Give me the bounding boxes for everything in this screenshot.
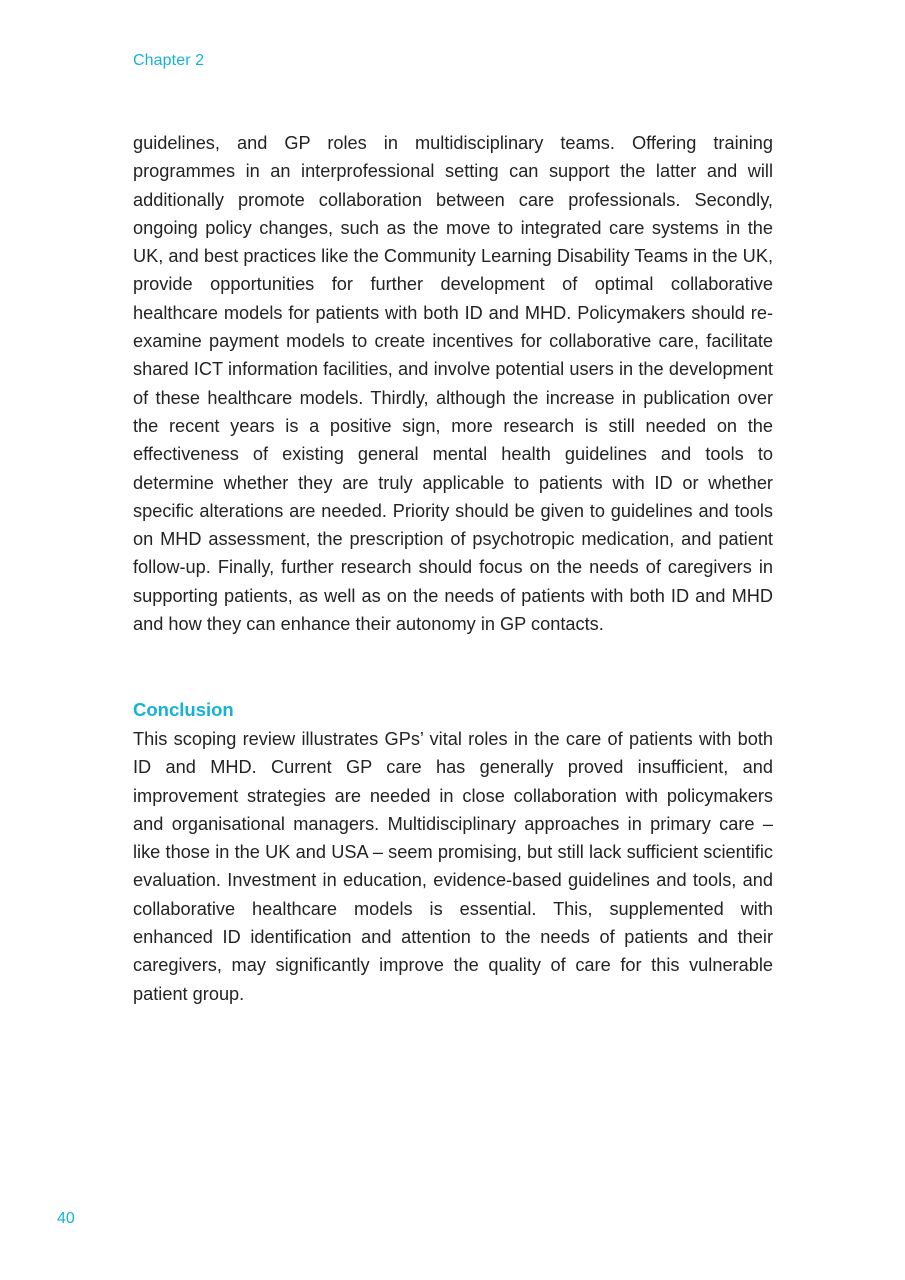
page-number: 40 [57, 1210, 75, 1227]
body-paragraph-conclusion: This scoping review illustrates GPs’ vital roles in the care of patients with both ID and MHD. Current GP care has generally proved insufficient, and improvement strategies are needed in close collaboration with policymakers and organisational managers. Multidisciplinary approaches in primary care – like those in the UK and USA – seem promising, but still lack sufficient scientific evaluation. Investment in education, evidence-based guidelines and tools, and collaborative healthcare models is essential. This, supplemented with enhanced ID identification and attention to the needs of patients and their caregivers, may significantly improve the quality of care for this vulnerable patient group. [133, 729, 773, 1004]
conclusion-heading: Conclusion [133, 699, 234, 720]
chapter-label: Chapter 2 [133, 52, 205, 69]
body-paragraph-discussion: guidelines, and GP roles in multidisciplinary teams. Offering training programmes in an interprofessional setting can support the latter and will additionally promote collaboration between care professionals. Secondly, ongoing policy changes, such as the move to integrated care systems in the UK, and best practices like the Community Learning Disability Teams in the UK, provide opportunities for further development of optimal collaborative healthcare models for patients with both ID and MHD. Policymakers should re-examine payment models to create incentives for collaborative care, facilitate shared ICT information facilities, and involve potential users in the development of these healthcare models. Thirdly, although the increase in publication over the recent years is a positive sign, more research is still needed on the effectiveness of existing general mental health guidelines and tools to determine whether they are truly applicable to patients with ID or whether specific alterations are needed. Priority should be given to guidelines and tools on MHD assessment, the prescription of psychotropic medication, and patient follow-up. Finally, further research should focus on the needs of caregivers in supporting patients, as well as on the needs of patients with both ID and MHD and how they can enhance their autonomy in GP contacts. [133, 133, 773, 635]
